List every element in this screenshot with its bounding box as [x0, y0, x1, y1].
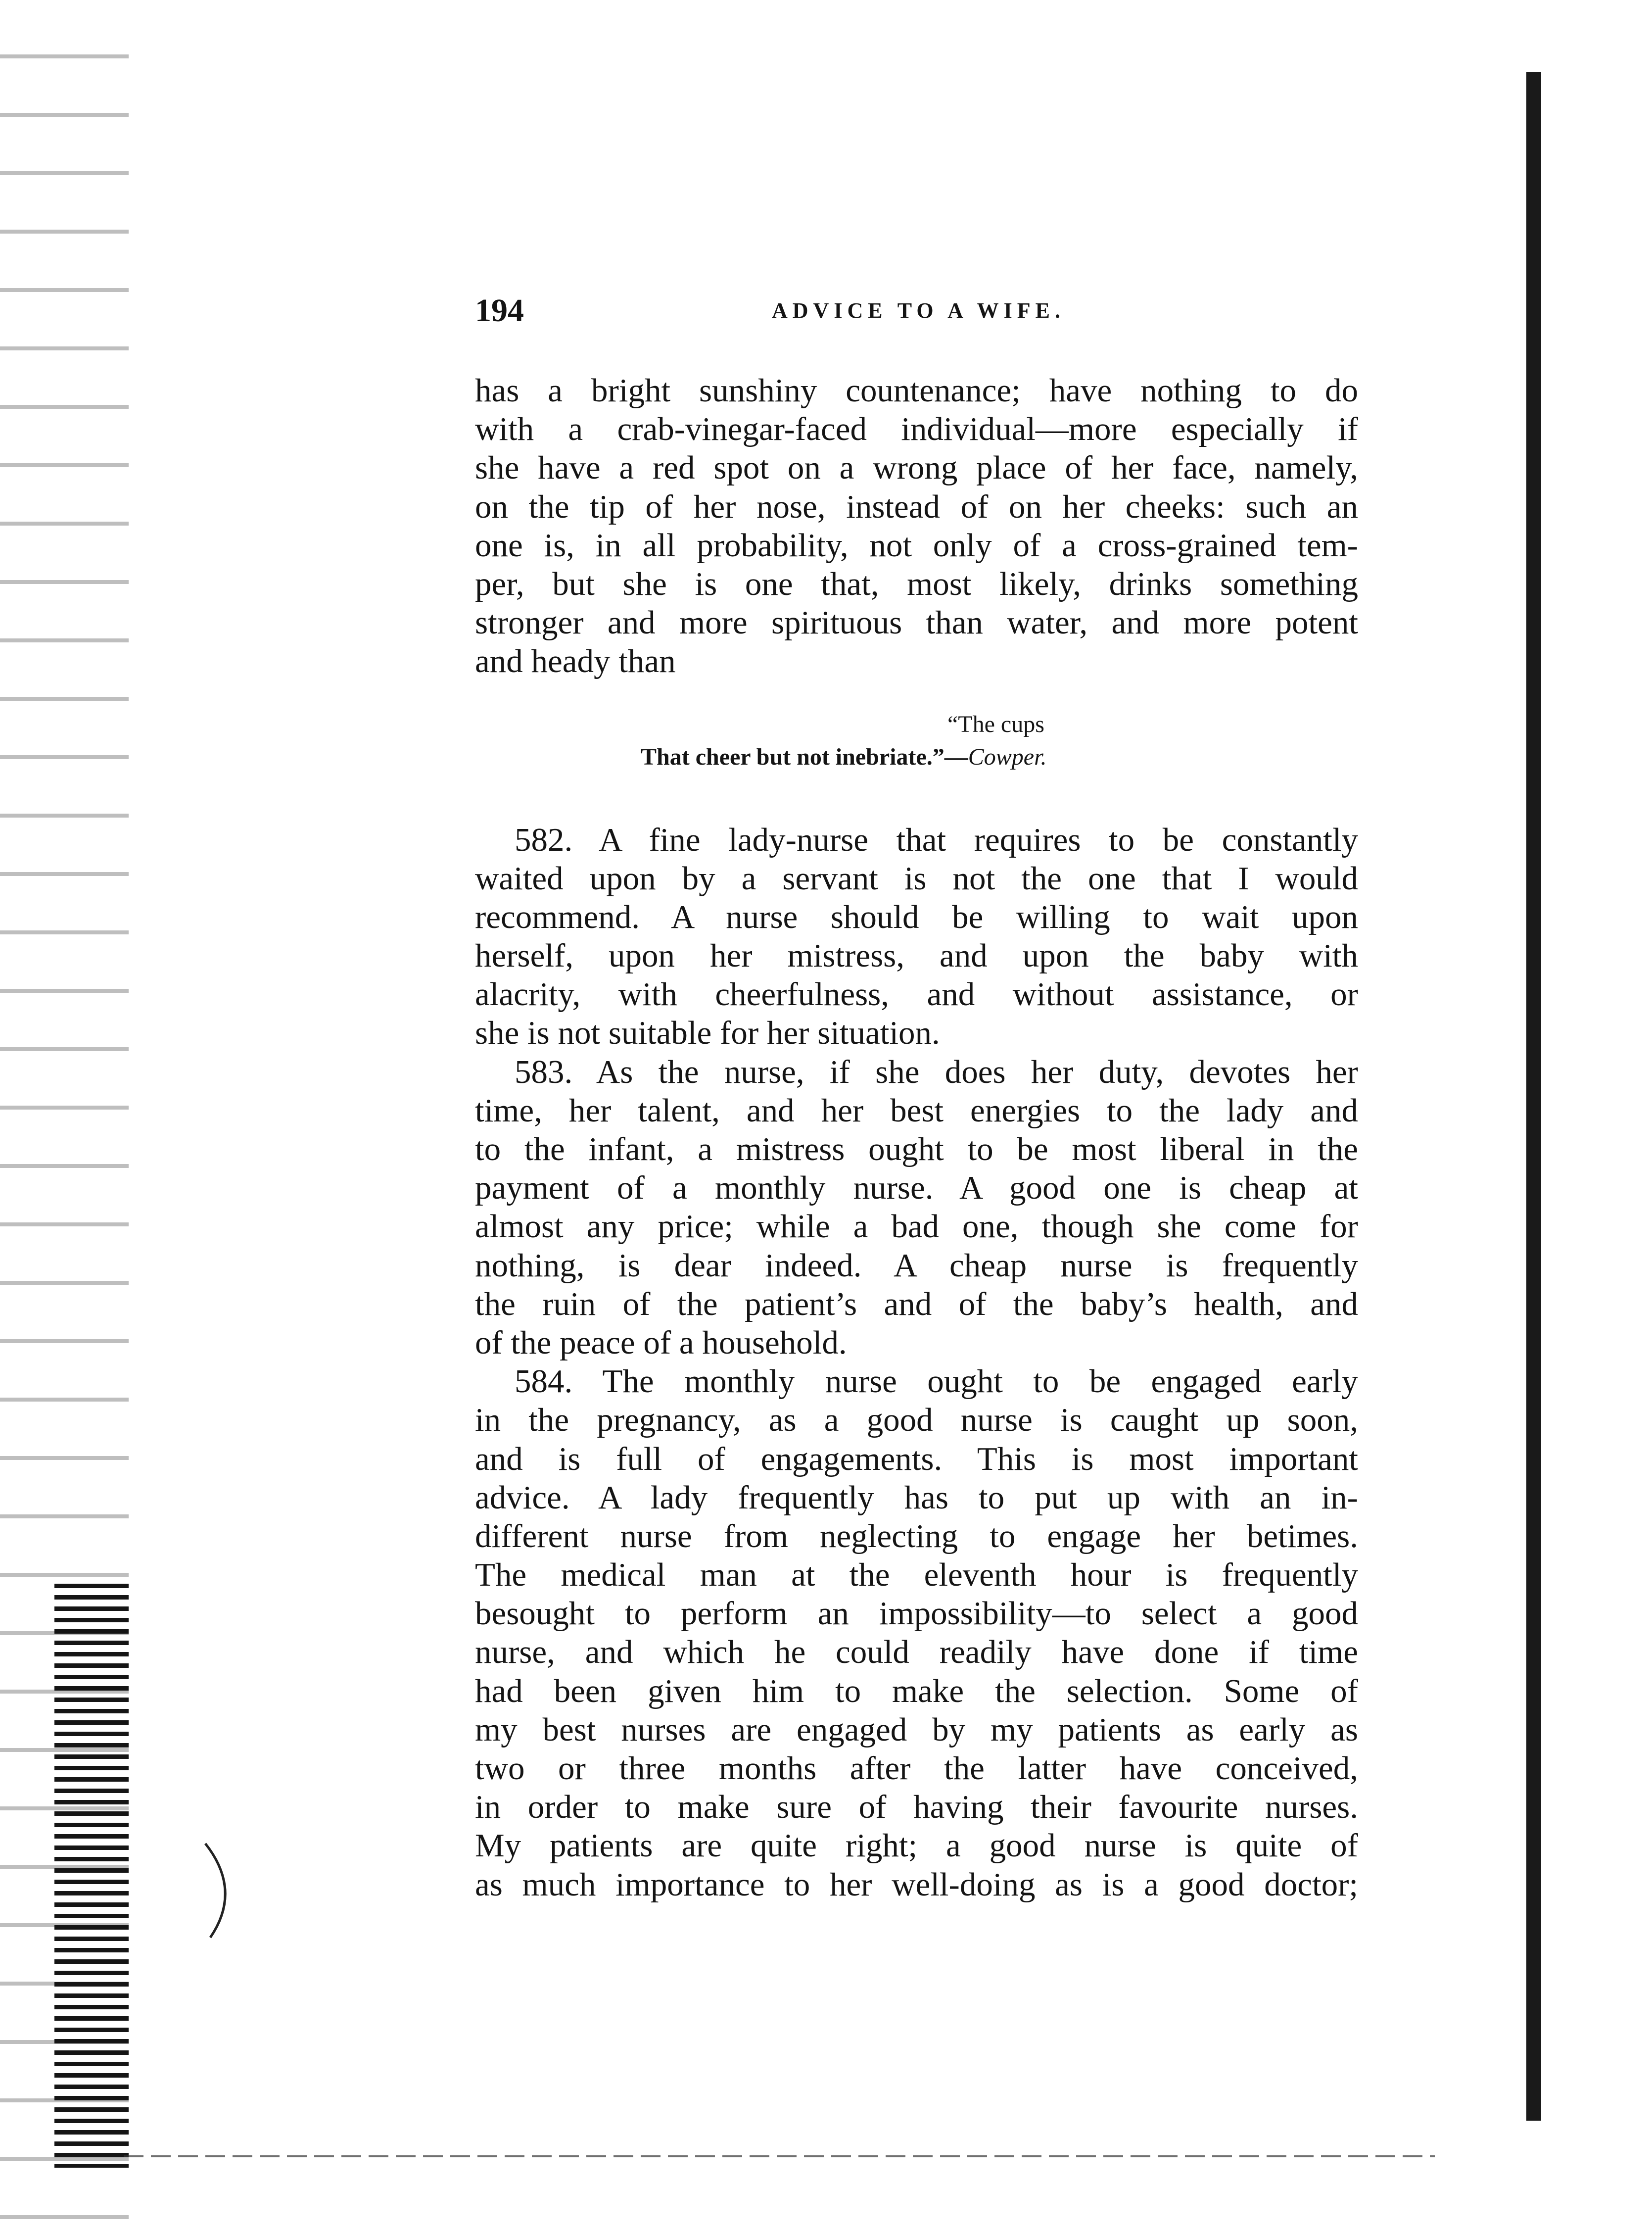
text-line: in order to make sure of having their favourite nurses.	[475, 1789, 1358, 1826]
paragraph-584	[475, 1362, 1358, 1904]
page-number: 194	[475, 292, 524, 329]
running-title: ADVICE TO A WIFE.	[772, 298, 1066, 323]
text-line: advice. A lady frequently has to put up with an in-	[475, 1479, 1358, 1516]
text-line: different nurse from neglecting to engage her betimes.	[475, 1517, 1358, 1554]
text-line: besought to perform an impossibility—to select a good	[475, 1595, 1358, 1632]
text-line: nurse, and which he could readily have done if time	[475, 1634, 1358, 1671]
text-line: in the pregnancy, as a good nurse is caught up soon,	[475, 1402, 1358, 1439]
text-line: waited upon by a servant is not the one that I would	[475, 860, 1358, 897]
text-line: My patients are quite right; a good nurse is quite of	[475, 1827, 1358, 1864]
text-line: nothing, is dear indeed. A cheap nurse is frequently	[475, 1247, 1358, 1284]
text-line: payment of a monthly nurse. A good one is cheap at	[475, 1169, 1358, 1207]
text-line: time, her talent, and her best energies to the lady and	[475, 1092, 1358, 1129]
text-line: and is full of engagements. This is most important	[475, 1440, 1358, 1477]
text-line: and heady than	[475, 643, 676, 680]
text-line: with a crab-vinegar-faced individual—more especially if	[475, 411, 1358, 448]
pencil-mark	[200, 1841, 245, 1940]
text-line: per, but she is one that, most likely, drinks something	[475, 565, 1358, 602]
paragraph-582	[475, 821, 1358, 1053]
text-line: 584. The monthly nurse ought to be engaged early	[515, 1363, 1358, 1400]
page-header	[475, 292, 1358, 337]
text-line: almost any price; while a bad one, though she come for	[475, 1208, 1358, 1245]
quote-text: That cheer but not inebriate.”—	[641, 743, 968, 770]
text-line: the ruin of the patient’s and of the baby’s health, and	[475, 1285, 1358, 1322]
text-line: as much importance to her well-doing as is a good doctor;	[475, 1866, 1358, 1903]
text-line: two or three months after the latter have conceived,	[475, 1750, 1358, 1787]
quote-line	[475, 741, 1358, 774]
text-line: one is, in all probability, not only of a cross-grained tem-	[475, 527, 1358, 564]
text-line: she is not suitable for her situation.	[475, 1015, 940, 1052]
block-quote	[475, 708, 1358, 774]
quote-line: “The cups	[947, 711, 1044, 737]
page-body	[475, 371, 1358, 1904]
text-line: recommend. A nurse should be willing to wait upon	[475, 898, 1358, 935]
text-line: alacrity, with cheerfulness, and without assistance, or	[475, 976, 1358, 1013]
text-line: of the peace of a household.	[475, 1324, 847, 1361]
text-line: my best nurses are engaged by my patients as early as	[475, 1711, 1358, 1748]
scan-right-binding-edge	[1526, 72, 1541, 2121]
paragraph-intro	[475, 371, 1358, 681]
text-line: on the tip of her nose, instead of on her cheeks: such an	[475, 488, 1358, 525]
text-line: had been given him to make the selection. Some of	[475, 1672, 1358, 1709]
text-line: has a bright sunshiny countenance; have nothing to do	[475, 372, 1358, 409]
text-line: to the infant, a mistress ought to be most liberal in the	[475, 1131, 1358, 1167]
paragraph-583	[475, 1053, 1358, 1362]
text-line: she have a red spot on a wrong place of her face, namely,	[475, 449, 1358, 486]
scan-bottom-edge	[124, 2155, 1435, 2157]
text-line: 583. As the nurse, if she does her duty, devotes her	[515, 1053, 1358, 1090]
text-line: 582. A fine lady-nurse that requires to be constantly	[515, 821, 1358, 858]
text-line: herself, upon her mistress, and upon the baby with	[475, 937, 1358, 974]
text-line: stronger and more spirituous than water, and more potent	[475, 604, 1358, 641]
quote-author: Cowper.	[968, 743, 1047, 770]
text-line: The medical man at the eleventh hour is frequently	[475, 1556, 1358, 1594]
scan-barcode-strip	[54, 1584, 129, 2168]
